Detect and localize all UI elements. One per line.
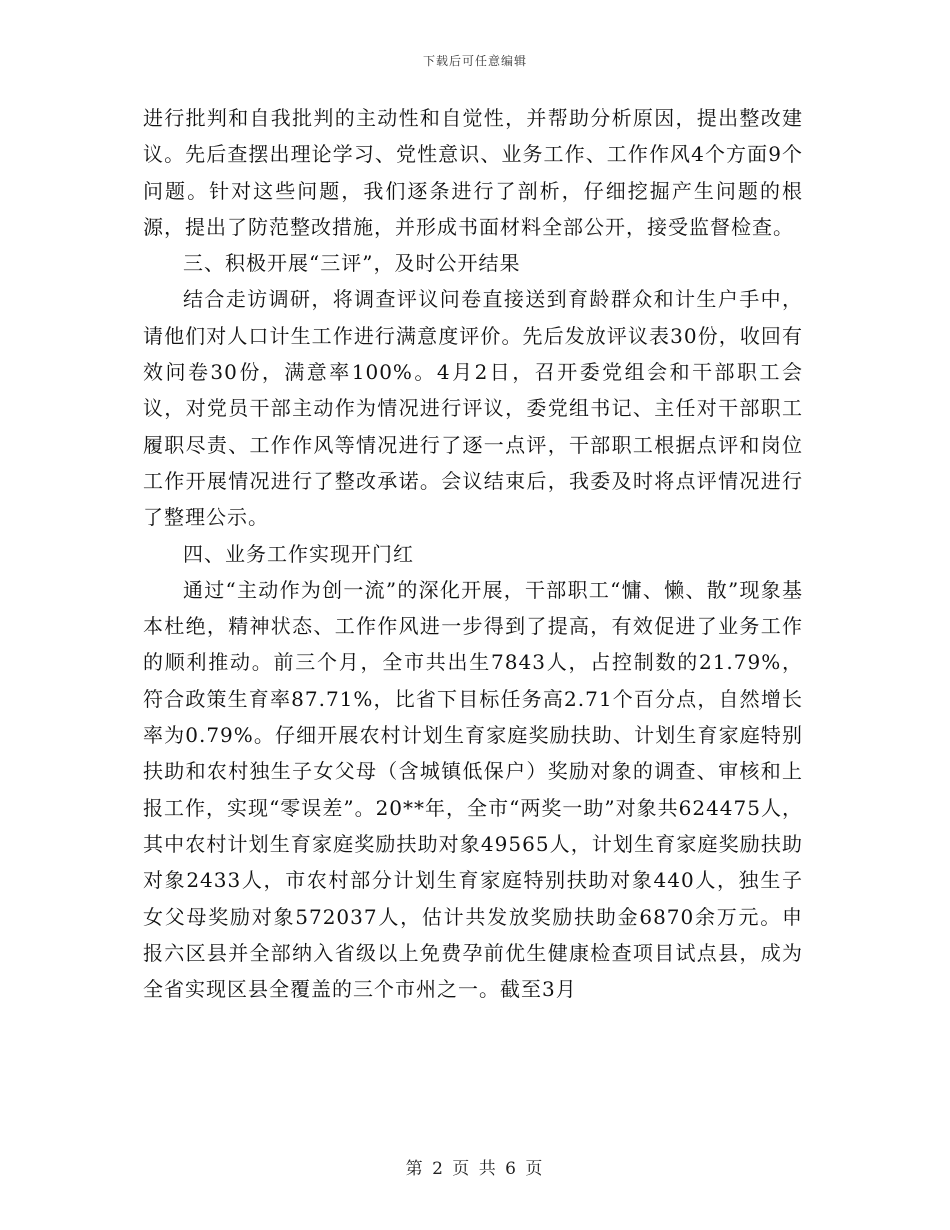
paragraph-evaluation: 结合走访调研，将调查评议问卷直接送到育龄群众和计生户手中，请他们对人口计生工作进行满意度评价。先后发放评议表30份，收回有效问卷30份，满意率100%。4月2日，召开委党组会和干部职工会议，对党员干部主动作为情况进行评议，委党组书记、主任对干部职工履职尽责、工作作风等情况进行了逐一点评，干部职工根据点评和岗位工作开展情况进行了整改承诺。会议结束后，我委及时将点评情况进行了整理公示。 [143,287,803,530]
paragraph-business-work: 通过“主动作为创一流”的深化开展，干部职工“慵、懒、散”现象基本杜绝，精神状态、工作作风进一步得到了提高，有效促进了业务工作的顺利推动。前三个月，全市共出生7843人，占控制数的21.79%，符合政策生育率87.71%，比省下目标任务高2.71个百分点，自然增长率为0.79%。仔细开展农村计划生育家庭奖励扶助、计划生育家庭特别扶助和农村独生子女父母（含城镇低保户）奖励对象的调查、审核和上报工作，实现“零误差”。20**年，全市“两奖一助”对象共624475人，其中农村计划生育家庭奖励扶助对象49565人，计划生育家庭奖励扶助对象2433人，市农村部分计划生育家庭特别扶助对象440人，独生子女父母奖励对象572037人，估计共发放奖励扶助金6870余万元。申报六区县并全部纳入省级以上免费孕前优生健康检查项目试点县，成为全省实现区县全覆盖的三个市州之一。截至3月 [143,577,803,1002]
paragraph-continued: 进行批判和自我批判的主动性和自觉性，并帮助分析原因，提出整改建议。先后查摆出理论学习、党性意识、业务工作、工作作风4个方面9个问题。针对这些问题，我们逐条进行了剖析，仔细挖掘产生问题的根源，提出了防范整改措施，并形成书面材料全部公开，接受监督检查。 [143,106,803,239]
section-heading-three: 三、积极开展“三评”，及时公开结果 [183,251,521,276]
page-header: 下载后可任意编辑 [422,54,527,68]
page-number-footer: 第 2 页 共 6 页 [405,1159,545,1179]
document-body [143,100,803,1007]
section-heading-four: 四、业务工作实现开门红 [183,541,414,566]
